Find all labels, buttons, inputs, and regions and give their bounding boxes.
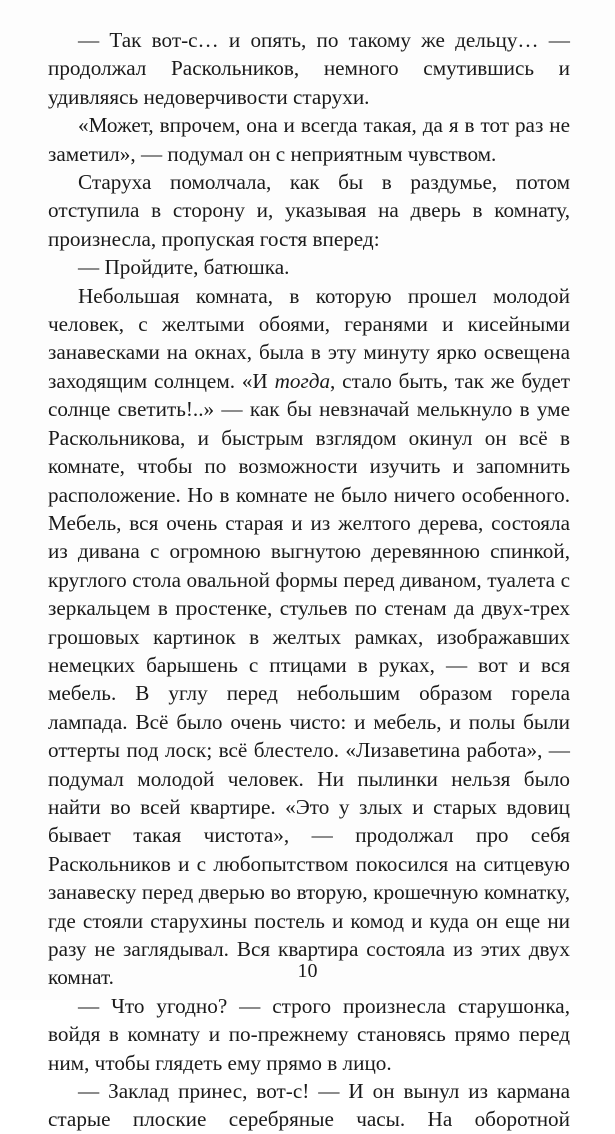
paragraph: «Может, впрочем, она и всегда такая, да я в тот раз не заметил», — подумал он с неприятным чувством.: [48, 113, 570, 166]
page-number: 10: [297, 960, 318, 982]
paragraph: — Так вот-с… и опять, по такому же дельцу… — продолжал Раскольников, немного смутившись и удивляясь недоверчивости старухи.: [48, 28, 570, 109]
paragraph: — Что угодно? — строго произнесла старушонка, войдя в комнату и по-прежнему становясь прямо перед ним, чтобы глядеть ему прямо в лицо.: [48, 993, 570, 1075]
paragraph: — Пройдите, батюшка.: [78, 255, 290, 280]
emphasis: тогда: [274, 368, 331, 393]
paragraph: Старуха помолчала, как бы в раздумье, потом отступила в сторону и, указывая на дверь в комнату, произнесла, пропуская гостя вперед:: [48, 170, 570, 251]
paragraph: — Заклад принес, вот-с! — И он вынул из кармана старые плоские серебряные часы. На оборотной: [48, 1079, 570, 1132]
paragraph: Небольшая комната, в которую прошел молодой человек, с желтыми обоями, геранями и кисейными занавесками на окнах, была в эту минуту ярко освещена заходящим солнцем. «И тогда, стало быть, так же будет солнце светить!..» — как бы невзначай мелькнуло в уме Раскольникова, и быстрым взглядом окинул он всё в комнате, чтобы по возможности изучить и запомнить расположение. Но в комнате не было ничего особенного. Мебель, вся очень старая и из желтого дерева, состояла из дивана с огромною выгнутою деревянною спинкой, круглого стола овальной формы перед диваном, туалета с зеркальцем в простенке, стульев по стенам да двух-трех грошовых картинок в желтых рамках, изображавших немецких барышень с птицами в руках, — вот и вся мебель. В углу перед небольшим образом горела лампада. Всё было очень чисто: и мебель, и полы были оттерты под лоск; всё блестело. «Лизаветина работа», — подумал молодой человек. Ни пылинки нельзя было найти во всей квартире. «Это у злых и старых вдовиц бывает такая чистота», — продолжал про себя Раскольников и с любопытством покосился на ситцевую занавеску перед дверью во вторую, крошечную комнатку, где стояли старухины постель и комод и куда он еще ни разу не заглядывал. Вся квартира состояла из этих двух комнат.: [48, 283, 570, 990]
